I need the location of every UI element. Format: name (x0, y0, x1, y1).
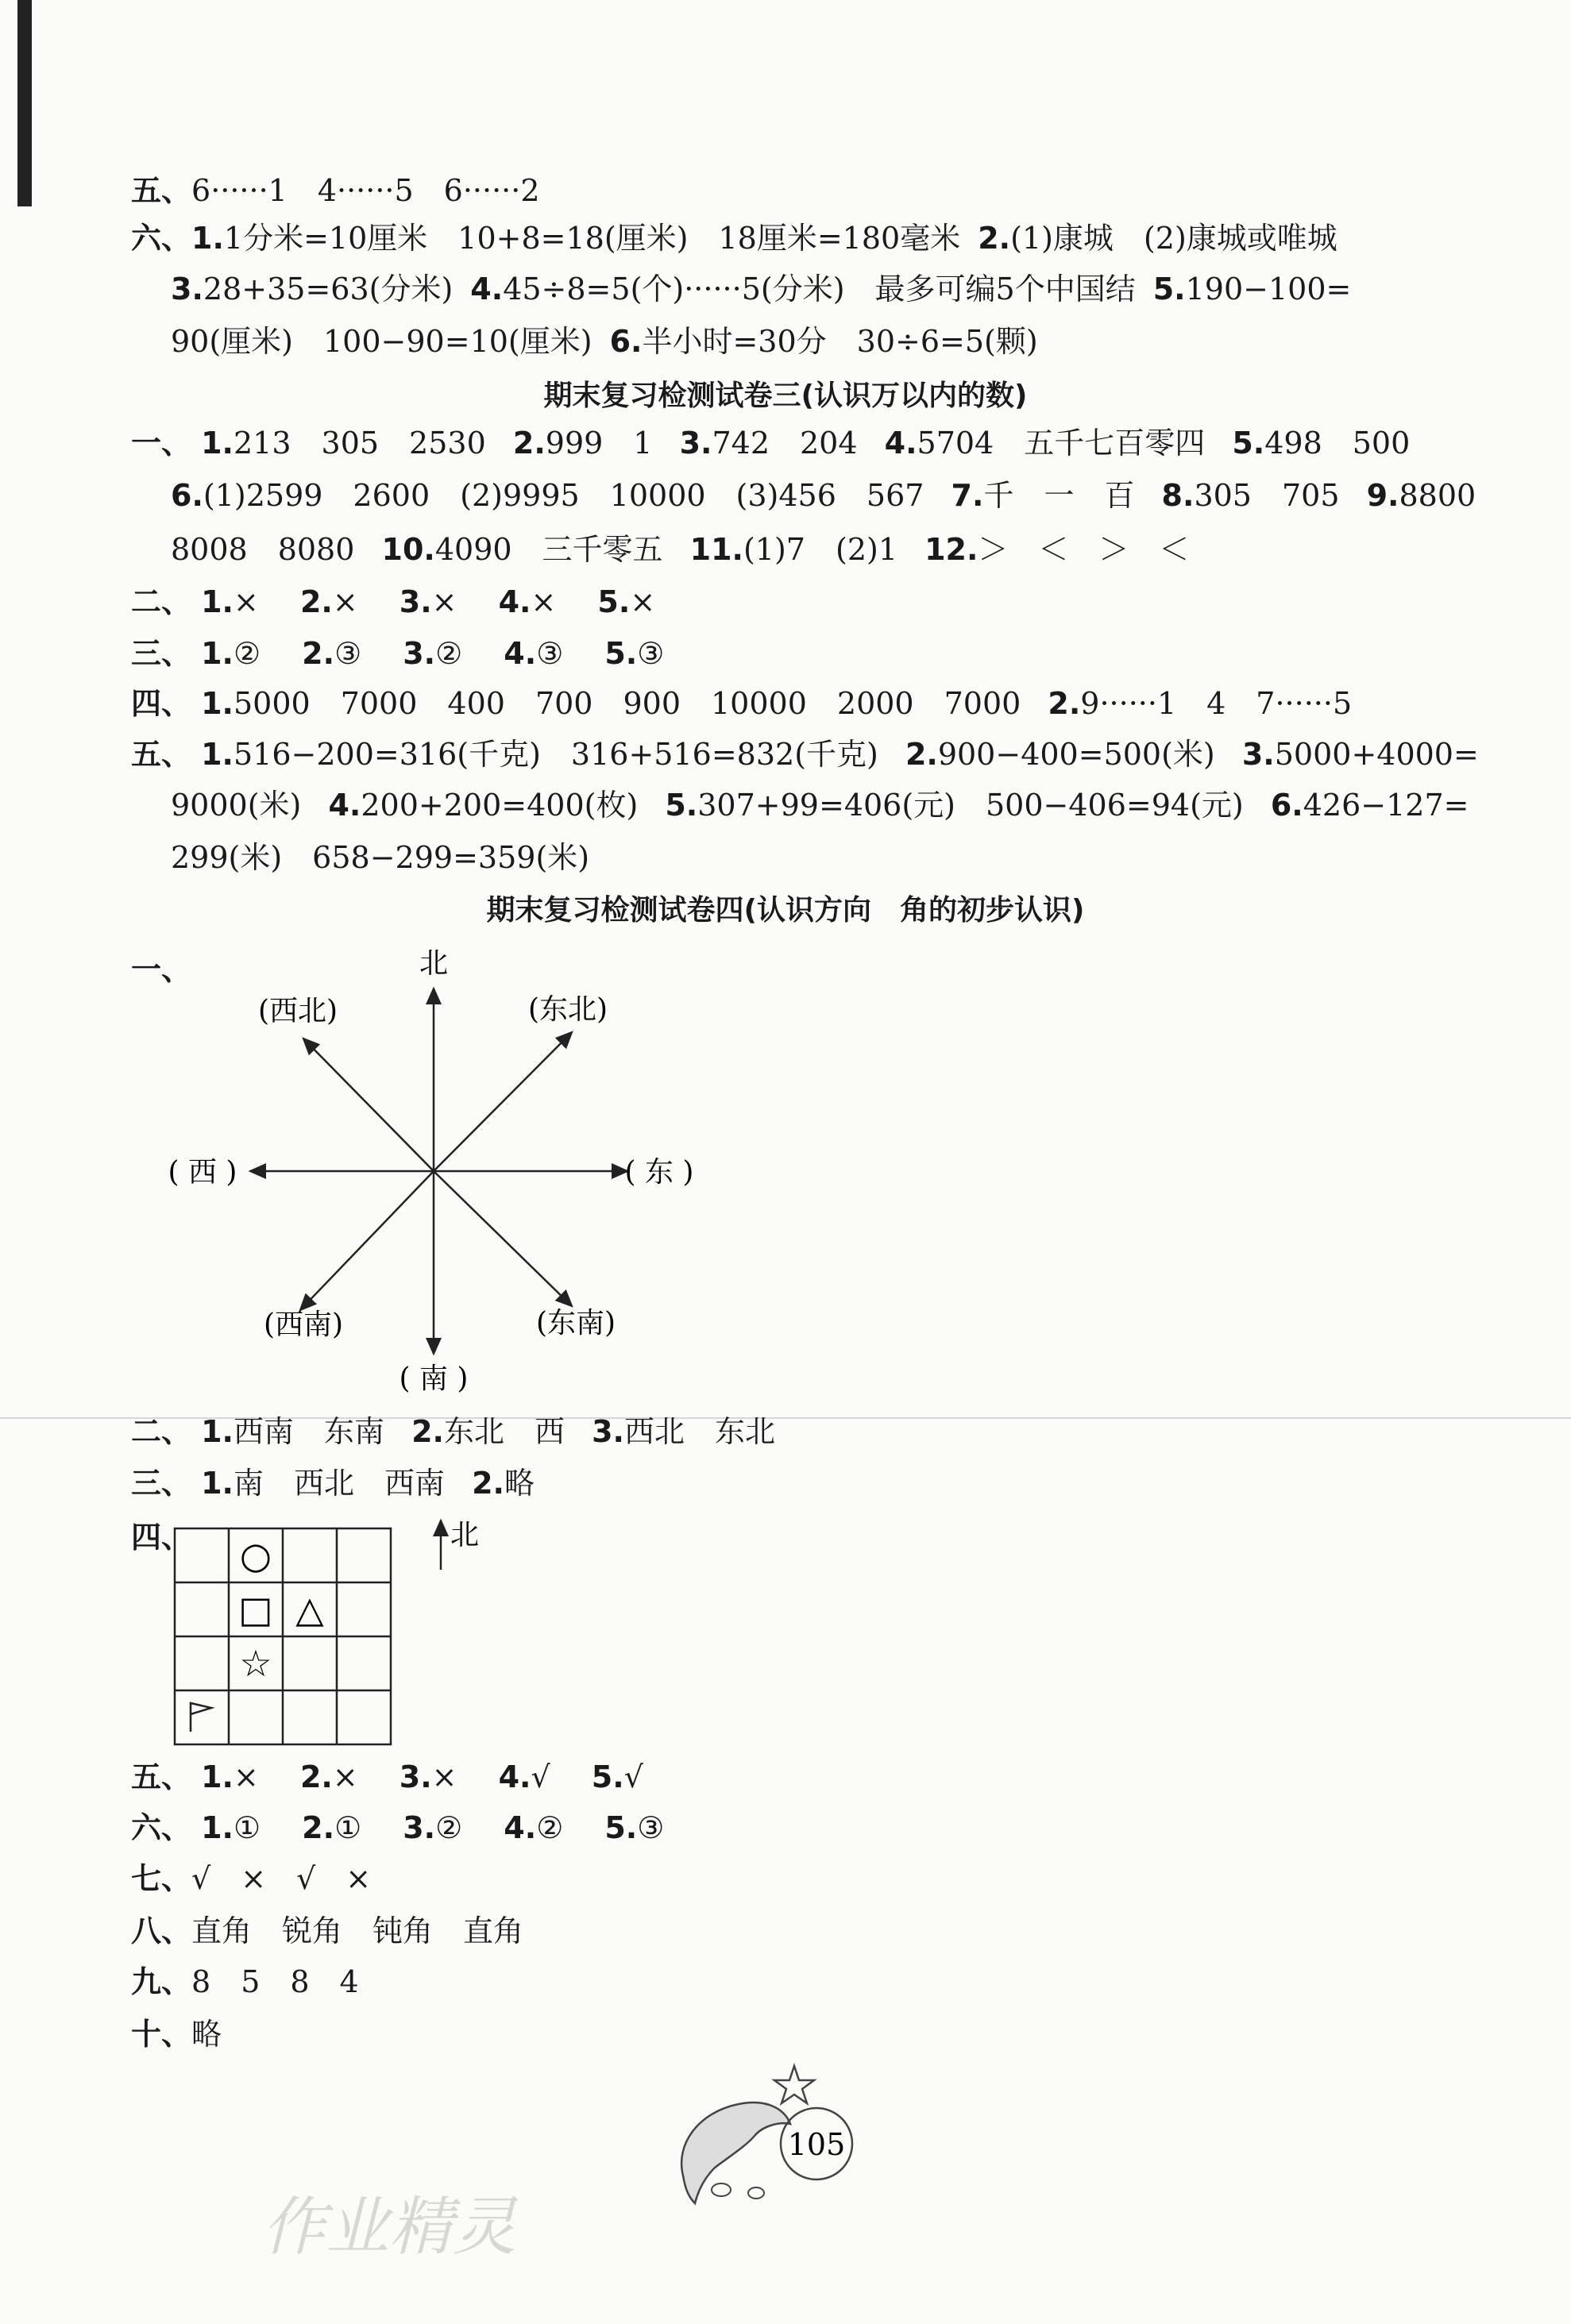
southwest-arrow (300, 1171, 434, 1310)
north-indicator-label: 北 (450, 1519, 480, 1551)
north-indicator (433, 1513, 496, 1576)
exam4-part3: 三、 1.南 西北 西南 2.略 (131, 1466, 535, 1501)
exam3-part5-line1: 五、 1.516−200=316(千克) 316+516=832(千克) 2.900−400=500(米) 3.5000+4000= (131, 737, 1479, 772)
label-southeast: (东南) (535, 1307, 616, 1339)
exam3-part1-line1: 一、 1.213 305 2530 2.999 1 3.742 204 4.5704 五千七百零四 5.498 500 (131, 426, 1411, 461)
exam-3-title: 期末复习检测试卷三(认识万以内的数) (543, 380, 1028, 412)
shell-icon (712, 2183, 731, 2196)
grid-shape-3: ☆ (239, 1642, 272, 1685)
exam4-part9: 九、8 5 8 4 (131, 1964, 359, 1999)
exam4-part4-label: 四、 (131, 1520, 192, 1555)
label-north: 北 (419, 947, 449, 980)
exam4-part8: 八、直角 锐角 钝角 直角 (131, 1914, 524, 1948)
shell-icon-2 (748, 2187, 764, 2199)
watermark-text: 作业精灵 (262, 2190, 516, 2264)
exam3-part1-line2: 6.(1)2599 2600 (2)9995 10000 (3)456 567 7.千 一 百 8.305 705 9.8800 (171, 478, 1476, 513)
exam4-part7: 七、√ × √ × (131, 1861, 372, 1896)
exam3-part2: 二、 1.× 2.× 3.× 4.× 5.× (131, 584, 656, 619)
section-6-line-1: 六、1.1分米=10厘米 10+8=18(厘米) 18厘米=180毫米 2.(1)康城 (2)康城或唯城 (131, 221, 1337, 256)
page-number: 105 (787, 2127, 846, 2162)
compass-diagram (159, 937, 762, 1405)
grid-shape-1: □ (238, 1588, 273, 1631)
label-southwest: (西南) (263, 1308, 344, 1341)
section-6-line-3: 90(厘米) 100−90=10(厘米) 6.半小时=30分 30÷6=5(颗) (171, 324, 1038, 359)
exam4-part10: 十、略 (131, 2017, 222, 2052)
grid-shape-2: △ (295, 1588, 324, 1631)
northwest-arrow (303, 1039, 434, 1171)
dolphin-page-badge (651, 2056, 874, 2215)
section-5-line: 五、6······1 4······5 6······2 (131, 173, 540, 208)
star-icon (774, 2066, 814, 2103)
grid-shape-0: ○ (239, 1534, 272, 1577)
label-east: ( 东 ) (624, 1156, 694, 1189)
binding-edge (17, 0, 32, 206)
label-south: ( 南 ) (399, 1362, 469, 1395)
southeast-arrow (434, 1171, 572, 1306)
position-grid (171, 1524, 409, 1747)
exam3-part3: 三、 1.② 2.③ 3.② 4.③ 5.③ (131, 636, 665, 671)
dolphin-icon (681, 2102, 790, 2203)
label-west: ( 西 ) (168, 1156, 237, 1189)
label-northeast: (东北) (527, 993, 608, 1026)
exam-4-title: 期末复习检测试卷四(认识方向 角的初步认识) (486, 894, 1085, 927)
exam3-part1-line3: 8008 8080 10.4090 三千零五 11.(1)7 (2)1 12.＞ ＜ ＞ ＜ (171, 532, 1190, 567)
exam4-part1-label: 一、 (131, 952, 192, 987)
exam3-part4: 四、 1.5000 7000 400 700 900 10000 2000 7000 2.9······1 4 7······5 (131, 686, 1353, 721)
flag-icon (191, 1703, 211, 1732)
section-6-line-2: 3.28+35=63(分米) 4.45÷8=5(个)······5(分米) 最多可编5个中国结 5.190−100= (171, 272, 1352, 306)
exam3-part5-line3: 299(米) 658−299=359(米) (171, 840, 590, 875)
exam4-part2: 二、 1.西南 东南 2.东北 西 3.西北 东北 (131, 1414, 776, 1449)
label-northwest: (西北) (257, 995, 338, 1027)
exam4-part6: 六、 1.① 2.① 3.② 4.② 5.③ (131, 1810, 665, 1845)
exam4-part5: 五、 1.× 2.× 3.× 4.√ 5.√ (131, 1759, 643, 1794)
exam3-part5-line2: 9000(米) 4.200+200=400(枚) 5.307+99=406(元) 500−406=94(元) 6.426−127= (171, 788, 1469, 823)
northeast-arrow (434, 1032, 572, 1171)
